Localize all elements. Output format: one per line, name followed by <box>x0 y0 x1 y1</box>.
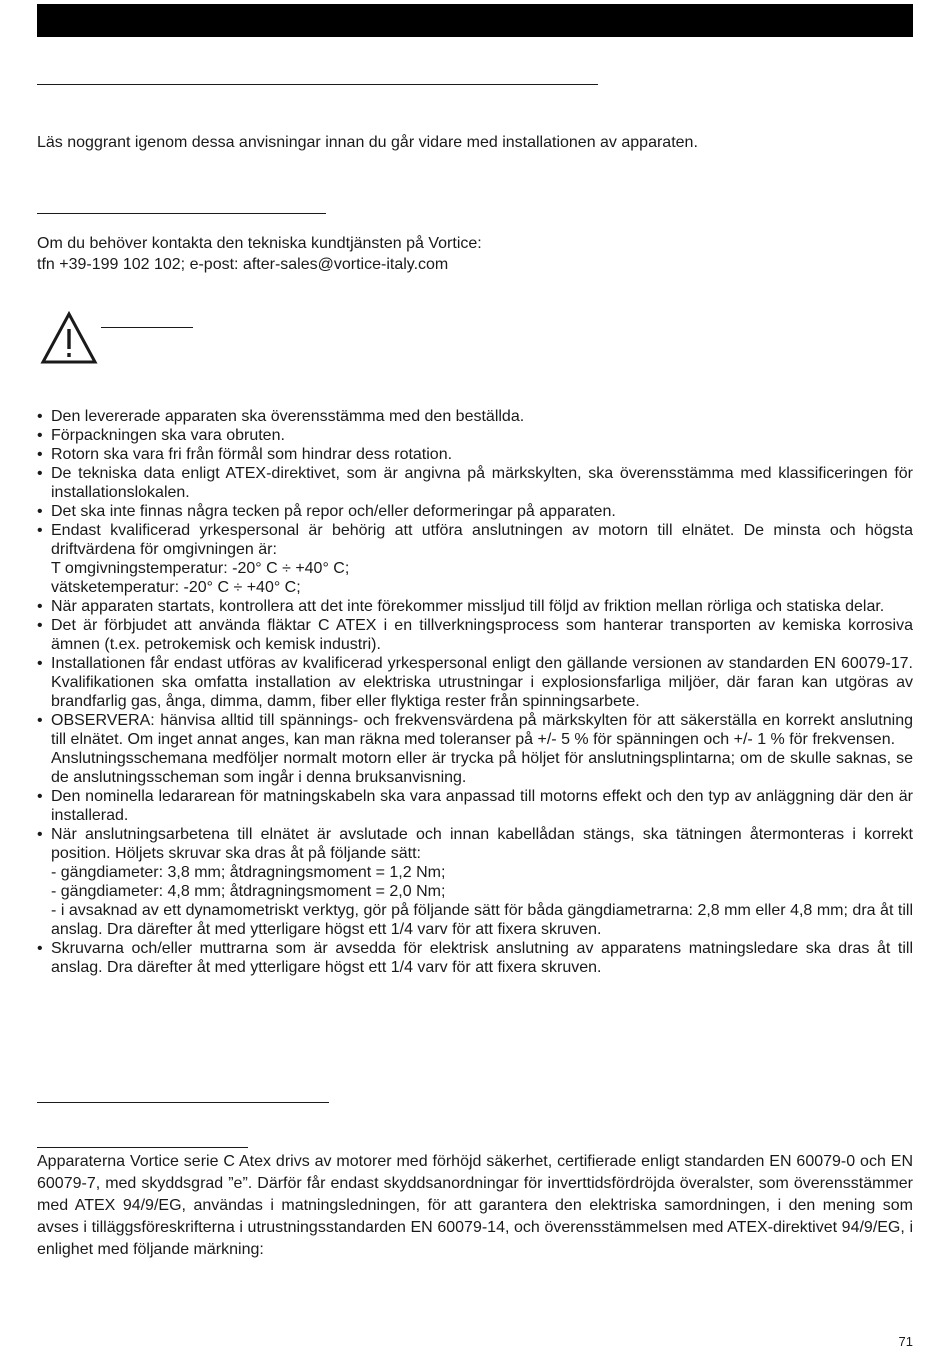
checklist-item <box>37 502 913 521</box>
contact-paragraph <box>37 233 913 275</box>
checklist-line: Installationen får endast utföras av kvalificerad yrkespersonal enligt den gällande versionen av standarden EN 60079-17. Kvalifikationen ska omfatta installation av elektriska utrustningar i explosionsfarliga miljöer, där faran kan utgöras av brandfarlig gas, ånga, dimma, damm, fiber eller flyktiga rester från spinningsarbete. <box>51 655 913 710</box>
intro-paragraph: Läs noggrant igenom dessa anvisningar innan du går vidare med installationen av apparaten. <box>37 134 698 151</box>
bullet-icon: • <box>37 940 43 957</box>
warning-heading-rule <box>101 327 193 328</box>
atex-paragraph: Apparaterna Vortice serie C Atex drivs av motorer med förhöjd säkerhet, certifierade enligt standarden EN 60079-0 och EN 60079-7, med skyddsgrad ”e”. Därför får endast skyddsanordningar för inverttidsfördröjda överalster, som överensstämmer med ATEX 94/9/EG, användas i matningsledningen, för att garantera den elektriska samordningen, i den mening som avses i tilläggsföreskrifterna i utrustningsstandarden EN 60079-14, och överensstämmelsen med ATEX-direktivet 94/9/EG, i enlighet med följande märkning: <box>37 1153 913 1258</box>
checklist-item <box>37 521 913 597</box>
checklist-line: Den nominella ledararean för matningskabeln ska vara anpassad till motorns effekt och den typ av anläggning där den är installerad. <box>51 788 913 824</box>
bullet-icon: • <box>37 503 43 520</box>
bullet-icon: • <box>37 408 43 425</box>
checklist-item <box>37 939 913 977</box>
checklist-line: Det ska inte finnas några tecken på repor och/eller deformeringar på apparaten. <box>51 503 616 520</box>
warning-triangle-icon <box>40 311 98 365</box>
checklist-line: De tekniska data enligt ATEX-direktivet, som är angivna på märkskylten, ska överensstämma med klassificeringen för installationslokalen. <box>51 465 913 501</box>
bullet-icon: • <box>37 465 43 482</box>
checklist-line: - gängdiameter: 4,8 mm; åtdragningsmoment = 2,0 Nm; <box>51 883 446 900</box>
checklist-line: vätsketemperatur: -20° C ÷ +40° C; <box>51 579 301 596</box>
contact-line-1: Om du behöver kontakta den tekniska kundtjänsten på Vortice: <box>37 235 482 252</box>
section-rule-4 <box>37 1147 248 1148</box>
section-rule-2 <box>37 213 326 214</box>
bullet-icon: • <box>37 617 43 634</box>
bullet-icon: • <box>37 427 43 444</box>
checklist-item <box>37 426 913 445</box>
contact-line-2: tfn +39-199 102 102; e-post: after-sales@vortice-italy.com <box>37 256 449 273</box>
checklist-item <box>37 464 913 502</box>
bullet-icon: • <box>37 655 43 672</box>
section-rule-3 <box>37 1102 329 1103</box>
bullet-icon: • <box>37 712 43 729</box>
checklist-line: - i avsaknad av ett dynamometriskt verktyg, gör på följande sätt för båda gängdiametrarna: 2,8 mm eller 4,8 mm; dra åt till anslag. Dra därefter åt med ytterligare högst ett 1/4 varv för att fixera skruven. <box>51 902 913 938</box>
checklist-line: OBSERVERA: hänvisa alltid till spännings- och frekvensvärdena på märkskylten för att säkerställa en korrekt anslutning till elnätet. Om inget annat anges, kan man räkna med toleranser på +/- 5 % för spänningen och +/- 1 % för frekvensen. <box>51 712 913 748</box>
bullet-icon: • <box>37 522 43 539</box>
checklist-line: Skruvarna och/eller muttrarna som är avsedda för elektrisk anslutning av apparatens matningsledare ska dras åt till anslag. Dra därefter åt med ytterligare högst ett 1/4 varv för att fixera skruven. <box>51 940 913 976</box>
checklist-item <box>37 616 913 654</box>
checklist-line: Den levererade apparaten ska överensstämma med den beställda. <box>51 408 525 425</box>
bullet-icon: • <box>37 446 43 463</box>
bullet-icon: • <box>37 826 43 843</box>
header-bar <box>37 4 913 37</box>
checklist-item <box>37 654 913 711</box>
checklist-line: Endast kvalificerad yrkespersonal är behörig att utföra anslutningen av motorn till elnätet. De minsta och högsta driftvärdena för omgivningen är: <box>51 522 913 558</box>
page-number: 71 <box>898 1334 913 1349</box>
checklist-line: Anslutningsschemana medföljer normalt motorn eller är trycka på höljet för anslutningsplintarna; om de skulle saknas, se de anslutningsscheman som ingår i denna bruksanvisning. <box>51 750 913 786</box>
checklist-line: När anslutningsarbetena till elnätet är avslutade och innan kabellådan stängs, ska tätningen återmonteras i korrekt position. Höljets skruvar ska dras åt på följande sätt: <box>51 826 913 862</box>
checklist-line: Förpackningen ska vara obruten. <box>51 427 285 444</box>
bullet-icon: • <box>37 788 43 805</box>
checklist-item <box>37 825 913 939</box>
checklist-line: T omgivningstemperatur: -20° C ÷ +40° C; <box>51 560 350 577</box>
checklist-item <box>37 711 913 787</box>
checklist-line: Rotorn ska vara fri från förmål som hindrar dess rotation. <box>51 446 453 463</box>
checklist-item <box>37 597 913 616</box>
checklist-line: Det är förbjudet att använda fläktar C ATEX i en tillverkningsprocess som hanterar transporten av kemiska korrosiva ämnen (t.ex. petrokemisk och kemisk industri). <box>51 617 913 653</box>
section-rule-1 <box>37 84 598 85</box>
checklist-item <box>37 407 913 426</box>
checklist-item <box>37 787 913 825</box>
bullet-icon: • <box>37 598 43 615</box>
checklist-item <box>37 445 913 464</box>
checklist-line: - gängdiameter: 3,8 mm; åtdragningsmoment = 1,2 Nm; <box>51 864 446 881</box>
checklist-line: När apparaten startats, kontrollera att det inte förekommer missljud till följd av friktion mellan rörliga och statiska delar. <box>51 598 885 615</box>
checklist <box>37 407 913 977</box>
